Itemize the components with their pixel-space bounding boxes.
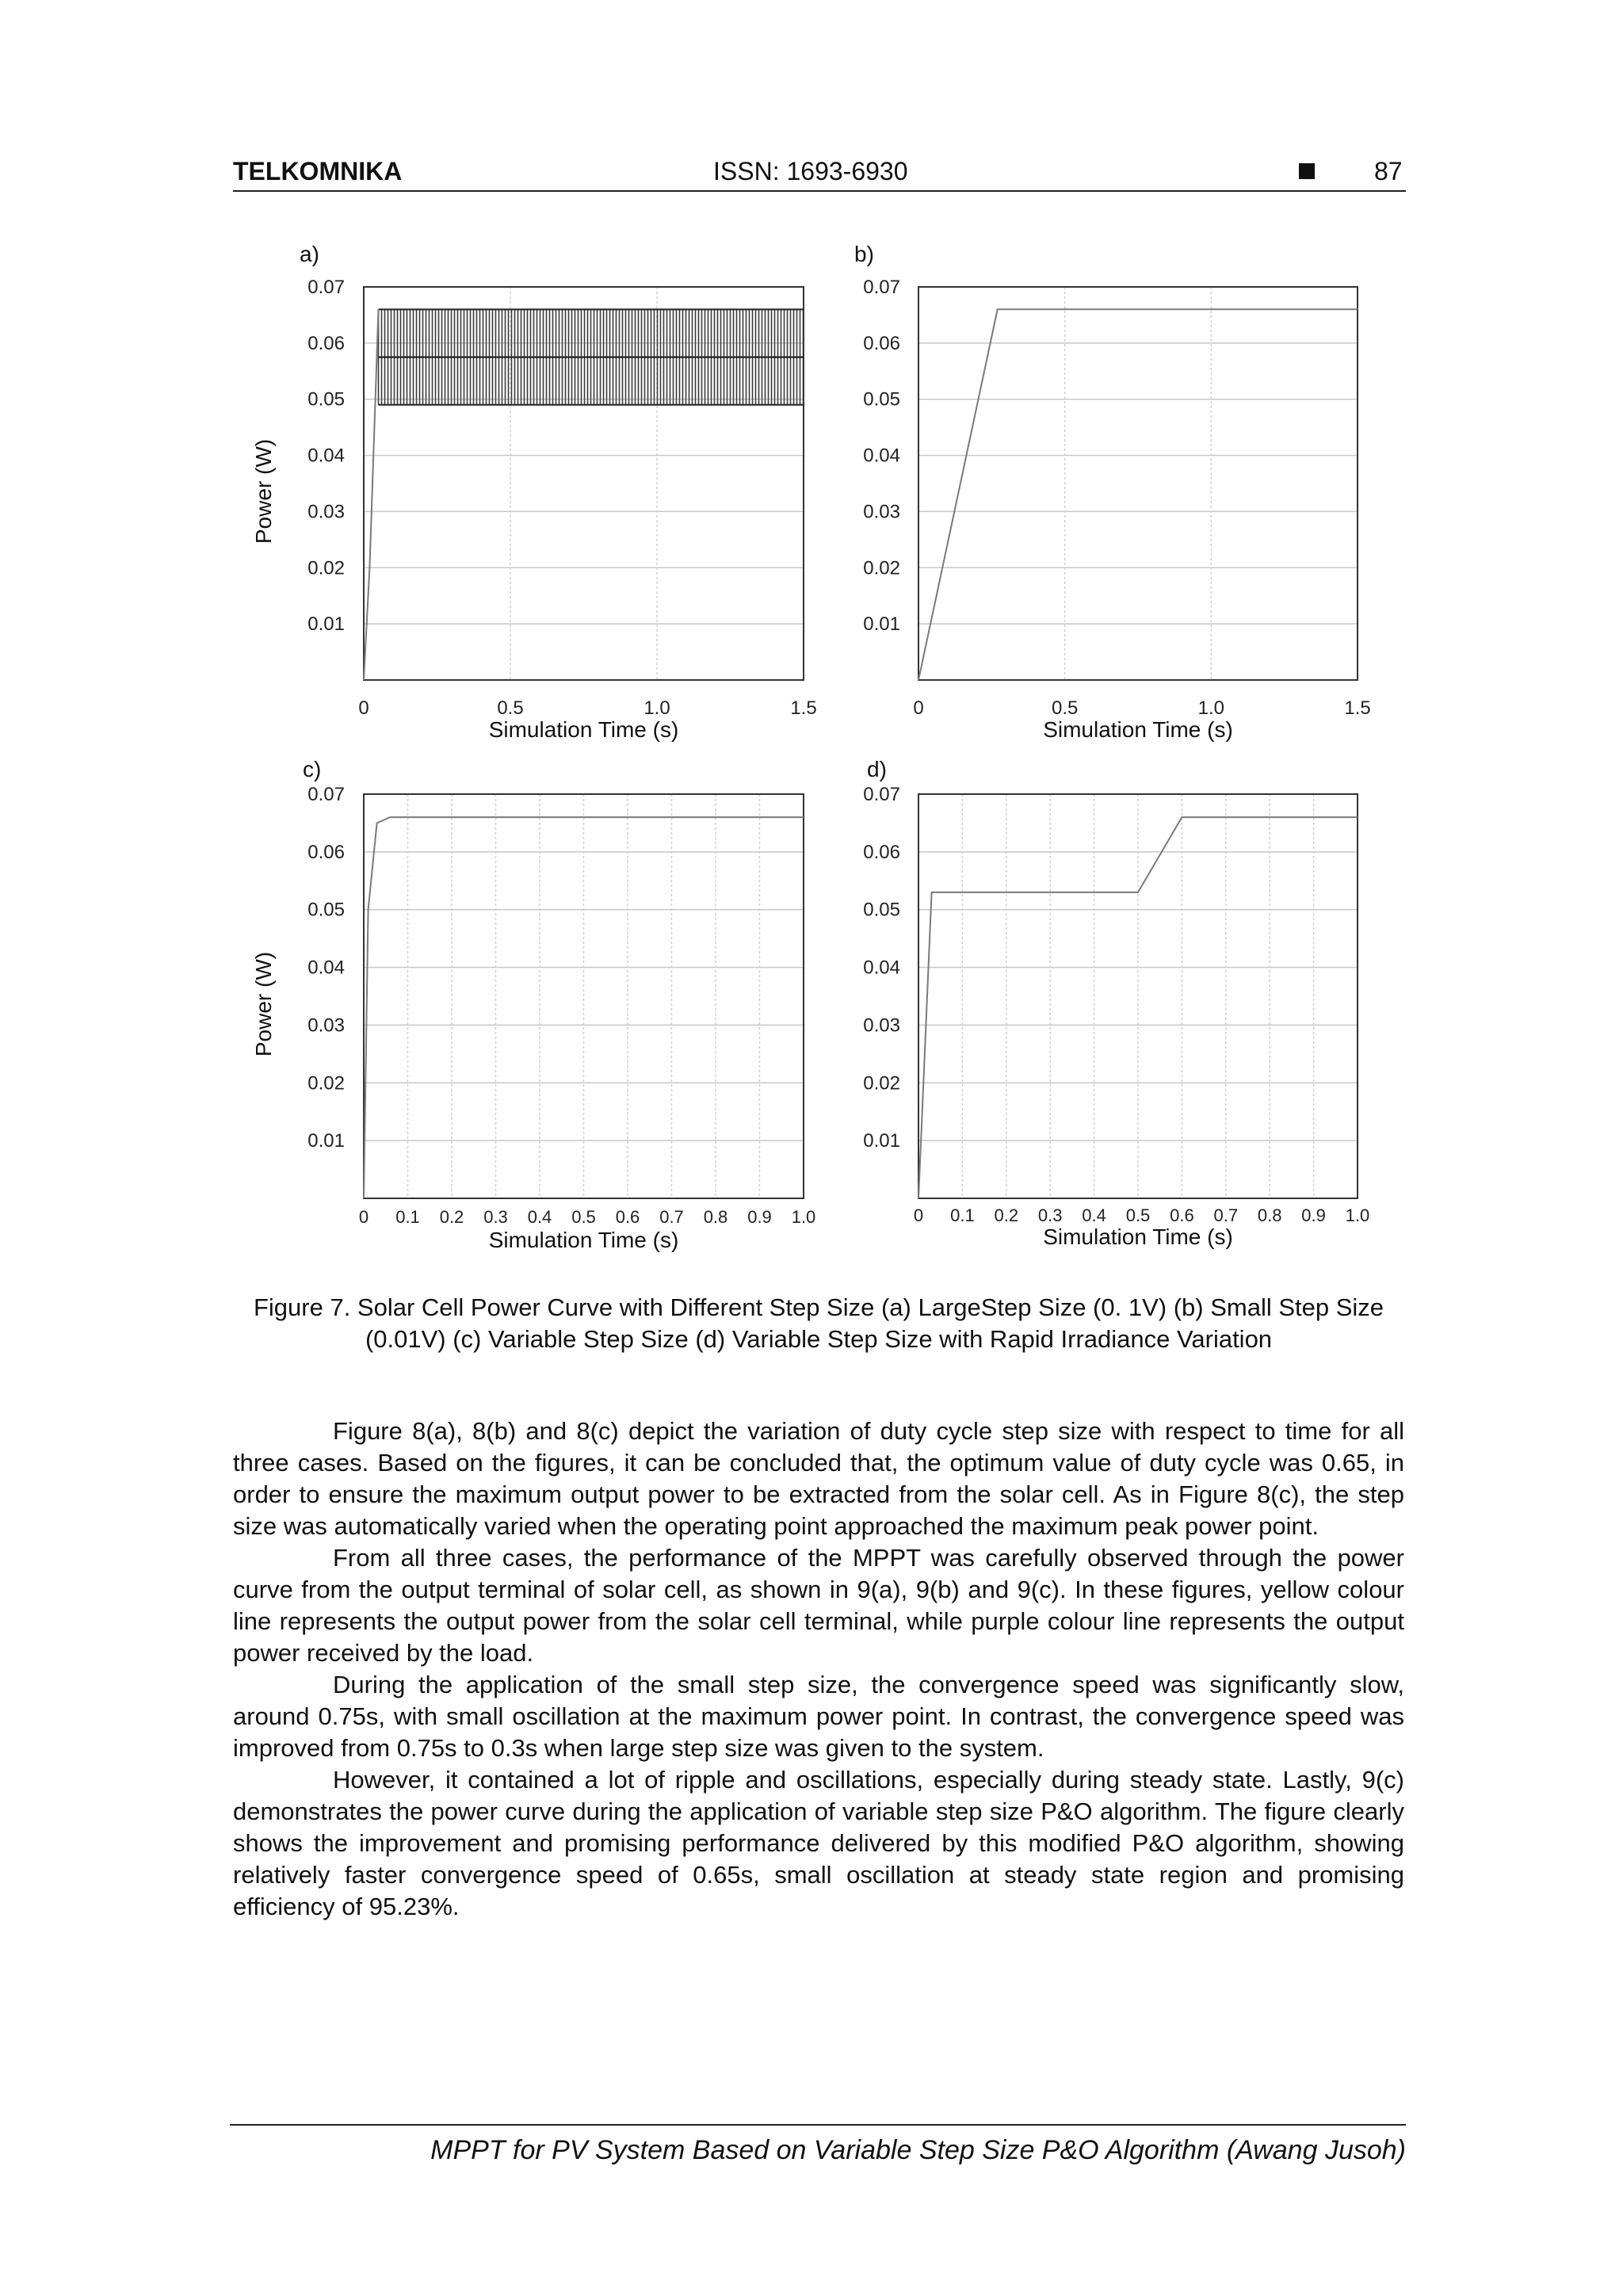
y-tick-label: 0.04	[307, 957, 345, 979]
x-tick-label: 1.0	[1345, 1205, 1370, 1225]
x-tick-label: 1.5	[1344, 697, 1371, 719]
y-tick-label: 0.07	[307, 277, 345, 298]
x-tick-label: 1.5	[790, 697, 817, 719]
x-tick-label: 0	[913, 1205, 924, 1225]
x-axis-label: Simulation Time (s)	[488, 717, 679, 742]
x-tick-label: 0.3	[483, 1207, 508, 1227]
x-tick-label: 0.5	[1125, 1205, 1151, 1225]
y-tick-label: 0.03	[863, 501, 900, 523]
y-tick-label: 0.06	[863, 332, 900, 354]
x-tick-label: 0.1	[950, 1205, 975, 1225]
x-axis-label: Simulation Time (s)	[1043, 1224, 1233, 1249]
x-tick-label: 1.0	[643, 697, 670, 719]
y-tick-label: 0.01	[863, 1130, 900, 1152]
x-tick-label: 0.5	[571, 1207, 596, 1227]
y-tick-label: 0.01	[307, 1130, 345, 1152]
x-tick-label: 0.4	[527, 1207, 552, 1227]
x-tick-label: 0.1	[395, 1207, 420, 1227]
x-tick-label: 0.5	[497, 697, 524, 719]
y-tick-label: 0.03	[307, 501, 345, 523]
y-tick-label: 0.05	[863, 388, 900, 411]
page-number: 87	[1374, 157, 1403, 185]
paragraph: Figure 8(a), 8(b) and 8(c) depict the variation of duty cycle step size with respect to time for all three cases. Based on the figures, it can be concluded that, the optimum value of duty cycle was 0.65, in order to ensure the maximum output power to be extracted from the solar cell. As in Figure 8(c), the step size was automatically varied when the operating point approached the maximum peak power point.	[233, 1417, 1404, 1540]
issn: ISSN: 1693-6930	[713, 157, 908, 185]
x-tick-label: 0	[913, 697, 924, 719]
y-tick-label: 0.07	[307, 784, 345, 805]
x-tick-label: 0.9	[1301, 1205, 1326, 1225]
x-tick-label: 1.0	[791, 1207, 816, 1227]
panel-label: b)	[854, 242, 874, 266]
y-tick-label: 0.02	[863, 557, 900, 579]
y-tick-label: 0.04	[863, 957, 900, 979]
x-tick-label: 0.4	[1082, 1205, 1106, 1225]
paragraph: However, it contained a lot of ripple and oscillations, especially during steady state. Lastly, 9(c) demonstrates the power curve during the application of variable step size P&O algorithm. The figure clearly shows the improvement and promising performance delivered by this modified P&O algorithm, showing relatively faster convergence speed of 0.65s, small oscillation at steady state region and promising efficiency of 95.23%.	[233, 1766, 1404, 1920]
x-tick-label: 0.2	[439, 1207, 464, 1227]
y-tick-label: 0.02	[307, 557, 345, 579]
y-tick-label: 0.05	[863, 899, 900, 921]
y-tick-label: 0.06	[307, 332, 345, 354]
y-tick-label: 0.02	[863, 1072, 900, 1095]
panel-label: d)	[867, 757, 887, 781]
y-axis-label: Power (W)	[251, 951, 276, 1057]
x-tick-label: 0.3	[1037, 1205, 1063, 1225]
paragraph: During the application of the small step size, the convergence speed was significantly slow, around 0.75s, with small oscillation at the maximum power point. In contrast, the convergence speed was improved from 0.75s to 0.3s when large step size was given to the system.	[233, 1671, 1404, 1762]
y-tick-label: 0.01	[307, 613, 345, 636]
plot-frame	[918, 287, 1358, 680]
x-tick-label: 0.8	[703, 1207, 728, 1227]
y-tick-label: 0.01	[863, 613, 900, 636]
x-tick-label: 0	[358, 697, 369, 719]
y-tick-label: 0.03	[863, 1014, 900, 1037]
x-tick-label: 0.5	[1051, 697, 1079, 719]
y-tick-label: 0.06	[307, 841, 345, 863]
y-tick-label: 0.04	[863, 445, 900, 467]
journal-name: TELKOMNIKA	[233, 157, 403, 185]
x-tick-label: 0.8	[1257, 1205, 1282, 1225]
footer-title: MPPT for PV System Based on Variable Step Size P&O Algorithm (Awang Jusoh)	[430, 2135, 1406, 2165]
paragraph: From all three cases, the performance of the MPPT was carefully observed through the power curve from the output terminal of solar cell, as shown in 9(a), 9(b) and 9(c). In these figures, yellow colour line represents the output power from the solar cell terminal, while purple colour line represents the output power received by the load.	[233, 1544, 1404, 1667]
y-tick-label: 0.05	[307, 899, 345, 921]
x-tick-label: 0.7	[1213, 1205, 1239, 1225]
y-tick-label: 0.04	[307, 445, 345, 467]
x-tick-label: 1.0	[1197, 697, 1225, 719]
body-text	[233, 1415, 1404, 1923]
panel-label: a)	[300, 242, 319, 266]
x-tick-label: 0.7	[659, 1207, 684, 1227]
y-tick-label: 0.07	[863, 784, 900, 805]
figure-caption: Figure 7. Solar Cell Power Curve with Different Step Size (a) LargeStep Size (0. 1V) (b) Small Step Size (0.01V) (c) Variable Step Size (d) Variable Step Size with Rapid Irradiance Variation	[253, 1293, 1384, 1353]
panel-label: c)	[303, 757, 322, 781]
y-tick-label: 0.03	[307, 1014, 345, 1037]
x-tick-label: 0.6	[1170, 1205, 1194, 1225]
y-tick-label: 0.06	[863, 841, 900, 863]
x-tick-label: 0.6	[615, 1207, 640, 1227]
y-tick-label: 0.07	[863, 277, 900, 298]
y-tick-label: 0.02	[307, 1072, 345, 1095]
x-tick-label: 0.2	[994, 1205, 1019, 1225]
y-axis-label: Power (W)	[251, 438, 276, 544]
x-tick-label: 0	[358, 1207, 369, 1227]
x-tick-label: 0.9	[747, 1207, 772, 1227]
page-footer	[230, 2124, 1406, 2165]
x-axis-label: Simulation Time (s)	[488, 1228, 679, 1252]
y-tick-label: 0.05	[307, 388, 345, 411]
x-axis-label: Simulation Time (s)	[1043, 717, 1233, 742]
